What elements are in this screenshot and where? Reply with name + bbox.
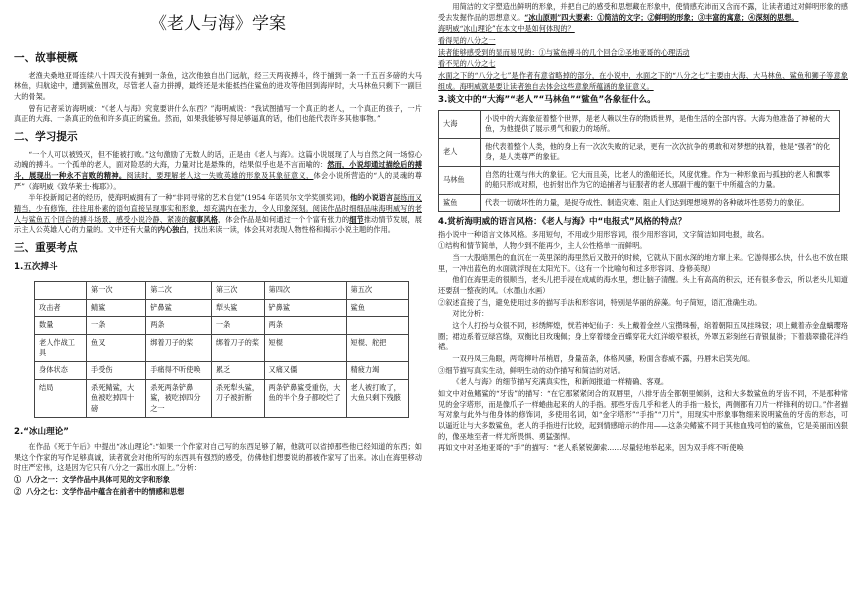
- table-header-row: [35, 282, 409, 299]
- table-header-cell: 第一次: [87, 282, 146, 299]
- table-cell: 短棍: [264, 334, 346, 362]
- hidden-seven-eighths-detail: 水面之下的“八分之七”是作者有意省略掉的部分，在小说中，水面之下的“八分之七”主要由大海、大马林鱼、鲨鱼和狮子等意象组成。海明威就是要让读者独自去体会这些意象所蕴涵的象征意义。: [438, 70, 848, 91]
- table-cell: 数量: [35, 317, 87, 334]
- symbol-table: [438, 110, 840, 212]
- tips-text: 半年投新闻记者的经历，使海明威拥有了一种“非同寻常的艺术自觉”(1954 年诺贝尔文学奖颁奖词)，: [28, 193, 350, 203]
- section-heading-points: 三、重要考点: [14, 241, 78, 254]
- table-cell: 累乏: [211, 362, 264, 379]
- table-cell: 鱼叉: [87, 334, 146, 362]
- table-cell: 两条: [264, 317, 346, 334]
- fight-table: [34, 281, 409, 418]
- style-paragraph: 如文中对鱼鳍鲨的“牙齿”的描写：“在它那紧紧闭合的双唇里，八排牙齿全都朝里倾斜，这和大多数鲨鱼的牙齿不同，不是那种常见的金字塔形，而是像爪子一样蜷曲起来的人的手指。那些牙齿几乎和老人的手指一般长，两侧都有刀片一样锋利的切口。”作者描写对象与此外与他身体的修饰词，多使用名词，如“金字塔形”“手指”“刀片”，用现实中形象事物细来说明鲨鱼的牙齿的形态，可以逼近让与大多数鲨鱼，老人的手指进行比较，起到情感暗示的作用——这条尖鳍鲨不同于其他血残可怕的鲨鱼，它是美丽而凶狠的，像巫地至者一样尤所畏惧、勇猛强悍。: [438, 388, 848, 441]
- ice-heading: 2.“冰山理论”: [14, 427, 69, 438]
- tips-bold-text: 内心独白: [157, 225, 187, 235]
- section-heading-tips: 二、学习提示: [14, 130, 78, 143]
- tips-text: “一个人可以被毁灭，但不能被打败。”这句激励了无数人的话，正是由《老人与海》。这篇小说展现了人与自然之间一场惊心动魄的搏斗。一个孤单的老人，面对险恶的大海，力量对比是悬殊的，结果似乎也是不言而喻的：: [14, 149, 422, 170]
- tips-paragraph-2: [14, 193, 422, 236]
- table-cell: 鲭鲨: [87, 299, 146, 316]
- table-cell: 老人作战工具: [35, 334, 87, 362]
- table-cell: 他代表着整个人类，他的身上有一次次失败的记录，更有一次次抗争的勇敢和对梦想的执着，他是“强者”的化身，是人类尊严的象征。: [481, 138, 840, 166]
- table-cell: 身体状态: [35, 362, 87, 379]
- table-row: [35, 379, 409, 417]
- tips-bold-text: 他的小说语言: [349, 193, 394, 203]
- table-cell: 精疲力竭: [346, 362, 408, 379]
- tips-underlined-text: 然而，小说却通过描绘后的搏斗，展现出一种永不言败的精神。: [14, 160, 422, 180]
- tips-text: 体会小说所营造的“人的灵魂的尊严”（海明威《致华莱士·梅耶》）。: [14, 170, 422, 191]
- tips-text: ，找出来读一读，体会其对表现人物性格和揭示小说主题的作用。: [186, 225, 395, 235]
- table-header-cell: 第四次: [264, 282, 346, 299]
- table-row: [35, 362, 409, 379]
- style-paragraph: 指小说中一种语言文体风格。多用短句，不用或少用形容词，很少用形容词，文字简洁如同电报，故名。: [438, 229, 769, 239]
- tips-underlined-text: 阅读作品时细细品味海明威写的老人与鲨鱼五个回合的搏斗场景，感受小说冷静、紧凑的: [14, 203, 422, 224]
- table-cell: 大海: [439, 110, 481, 138]
- table-cell: 杀死鲭鲨，大鱼被吃掉四十磅: [87, 379, 146, 417]
- question-line: 海明威“冰山理论”在本文中是如何体现的？: [438, 24, 575, 34]
- table-cell: 绑着刀子的桨: [146, 334, 212, 362]
- table-cell: 手痛得不听使唤: [146, 362, 212, 379]
- table-cell: 两条铲鼻鲨受重伤，大鱼的半个身子都咬烂了: [264, 379, 346, 417]
- table-cell: 自然的壮观与伟大的象征。它大而且美，比老人的渔船还长，风度优雅。作为一种形象而与孤独的老人和飘零的船只形成对照，也折射出作为它的追捕者与征服者的老人那副干瘦的躯干中所蕴含的力量。: [481, 166, 840, 194]
- iceberg-paragraph: [438, 2, 848, 23]
- ice-list-text: 八分之一：文学作品中具体可见的文字和形象: [26, 474, 170, 484]
- ice-paragraph: 在作品《死于午后》中提出“冰山理论”:“如果一个作家对自己写的东西足够了解，他就可以省掉那些他已经知道的东西；如果这个作家的写作足够真诚，读者就会对他所写的东西具有强烈的感受，仿佛他们想要说的都被作家写了出来。冰山在海里移动时庄严宏伟，这是因为它只有八分之一露出水面上。”分析：: [14, 441, 422, 473]
- fight-heading: 1.五次搏斗: [14, 261, 58, 272]
- table-cell: 老人被打败了，大鱼只剩下残骸: [346, 379, 408, 417]
- table-cell: 又痛又僵: [264, 362, 346, 379]
- summary-paragraph-1: 老渔夫桑地亚哥连续八十四天没有捕到一条鱼，这次他独自出门远航，经三天两夜搏斗，终于捕到一条一千五百多磅的大马林鱼，归航途中，遭到鲨鱼围攻，尽管老人奋力拼搏，最终还是未能抵挡住鲨鱼的进攻等他回到海岸时，大马林鱼只剩下一副巨大的骨架。: [14, 70, 422, 101]
- visible-eighth-detail: 读者能够感受到的显而易见的：①与鲨鱼搏斗的几个回合②圣地亚哥的心理活动: [438, 47, 690, 57]
- right-column: [438, 2, 848, 455]
- ice-list-item: [14, 475, 422, 486]
- table-cell: 杀死犁头鲨，刀子被折断: [211, 379, 264, 417]
- table-cell: [346, 317, 408, 334]
- table-cell: 铲鼻鲨: [264, 299, 346, 316]
- tips-bold-text: 叙事风格: [188, 214, 219, 224]
- section-heading-summary: 一、故事梗概: [14, 52, 78, 64]
- style-paragraph: 他们在海里走的很顺当，老头儿把手浸在成咸的海水里，想让脑子清醒。头上有高高的积云，还有很多卷云，所以老头儿知道还要刮一整夜的风。（水墨山水画）: [438, 275, 848, 296]
- style-paragraph: ③细节描写真实生动，鲜明生动的动作描写和简洁的对话。: [438, 365, 625, 375]
- table-row: [35, 334, 409, 362]
- left-column: [14, 0, 422, 498]
- style-paragraph: 再如文中对圣地亚哥的“手”的描写：“老人系紧锐御索……尽量轻地举起来，因为双手疼不听使唤: [438, 443, 744, 453]
- tips-underlined-text: 阅读时，要理解老人这一失败英雄的形象及其象征意义，: [126, 170, 314, 180]
- table-cell: 手受伤: [87, 362, 146, 379]
- tips-bold-text: 细节: [349, 214, 364, 224]
- table-row: [439, 166, 840, 194]
- table-row: [439, 110, 840, 138]
- table-cell: 小说中的大海象征着整个世界，是老人赖以生存的物质世界，是他生活的全部内容。大海为他准备了神秘的大鱼，为他提供了展示勇气和毅力的场所。: [481, 110, 840, 138]
- tips-text: 推动情节发展，展示主人公英雄人心的力量的。文中还有大量的: [14, 214, 422, 235]
- table-cell: 鲨鱼: [439, 194, 481, 211]
- table-header-cell: [35, 282, 87, 299]
- table-cell: 攻击者: [35, 299, 87, 316]
- style-paragraph: 这个人打扮与众很不同，衫绣辉煌，恍若神妃仙子：头上戴着金丝八宝攒珠髻，绾着朝阳五凤挂珠钗；项上戴着赤金盘螭璎珞圈；裙边系着豆绿宫绦，双衡比目玫瑰佩；身上穿着缕金百蝶穿花大红洋缎窄裉袄，外罩五彩刻丝石青银鼠褂；下着翡翠撒花洋绉裙。: [438, 321, 848, 352]
- table-header-cell: 第三次: [211, 282, 264, 299]
- table-row: [439, 194, 840, 211]
- page-title: 《老人与海》学案: [150, 14, 286, 34]
- hidden-seven-eighths-line: 看不见的八分之七: [438, 59, 496, 69]
- style-paragraph: ①结构和情节简单，人物少到不能再少，主人公性格单一而鲜明。: [438, 241, 647, 251]
- table-cell: 鲨鱼: [346, 299, 408, 316]
- tips-paragraph-1: [14, 150, 422, 193]
- table-cell: 杀死两条铲鼻鲨，被吃掉四分之一: [146, 379, 212, 417]
- style-paragraph: 对比分析：: [452, 309, 489, 319]
- table-header-cell: 第二次: [146, 282, 212, 299]
- style-paragraph: 一双丹凤三角眼，两弯柳叶吊梢眉，身量苗条，体格风骚，粉面含春威不露，丹唇未启笑先闻。: [452, 353, 755, 363]
- ice-list-marker: ②: [14, 486, 22, 496]
- table-cell: 一条: [87, 317, 146, 334]
- table-cell: 马林鱼: [439, 166, 481, 194]
- table-cell: 铲鼻鲨: [146, 299, 212, 316]
- iceberg-text: 用简洁的文字塑造出鲜明的形象，并把自己的感受和思想藏在形象中，使情感充沛而又含而不露，让读者通过对鲜明形象的感受去发掘作品的思想意义。: [438, 2, 848, 22]
- table-cell: 绑着刀子的桨: [211, 334, 264, 362]
- table-header-cell: 第五次: [346, 282, 408, 299]
- style-paragraph: 《老人与海》的细节描写充满真实性，和新闻报道一样精确、客观。: [452, 377, 669, 387]
- tips-text: ，体会作品是如何通过一个个富有张力的: [218, 214, 350, 224]
- style-heading: 4.赏析海明威的语言风格：《老人与海》中“电报式”风格的特点？: [438, 217, 687, 228]
- table-cell: 代表一切破坏性的力量，是捉夺成性、制造灾难、阻止人们达到理想境界的各种破坏性恶势力的象征。: [481, 194, 840, 211]
- ice-list-item: [14, 487, 422, 498]
- ice-list-text: 八分之七：文学作品中蕴含在前者中的情感和思想: [26, 486, 185, 496]
- table-cell: 结局: [35, 379, 87, 417]
- iceberg-elements-text: “冰山原则”四大要素：①简洁的文字；②鲜明的形象；③丰富的寓意；④深刻的思想。: [524, 12, 799, 22]
- table-row: [35, 299, 409, 316]
- symbol-heading: 3.谈文中的“大海”“老人”“马林鱼”“鲨鱼”各象征什么。: [438, 95, 656, 106]
- table-cell: 一条: [211, 317, 264, 334]
- table-row: [35, 317, 409, 334]
- table-cell: 短棍、舵把: [346, 334, 408, 362]
- ice-list-marker: ①: [14, 474, 22, 484]
- table-cell: 犁头鲨: [211, 299, 264, 316]
- table-cell: 两条: [146, 317, 212, 334]
- style-paragraph: 当一大股暗黑色的血沉在一英里深的海里然后又散开的时候，它就从下面水深的地方窜上来。它游得那么快，什么也不放在眼里，一冲出蓝色的水面就浮现在太阳光下。（这有一个比喻句和过多形容词、身修美现）: [438, 253, 848, 273]
- table-row: [439, 138, 840, 166]
- summary-paragraph-2: 曾有记者采访海明威：“《老人与海》究竟要讲什么东西？”海明威说：“我试图描写一个真正的老人，一个真正的孩子，一片真正的大海、一条真正的鱼和许多真正的鲨鱼。然而，如果我能够写得足够逼真的话，他们也能代表许多其他事物。”: [14, 103, 422, 124]
- tips-underlined-text: 凝练而又精当，少有修饰，往往用朴素的语句直接呈现事实和形象，却充满内在张力，令人印象深刻。: [14, 193, 422, 213]
- style-paragraph: ②叙述直接了当，避免使用过多的描写手法和形容词，特别是华丽的辞藻。句子简短，语汇准确生动。: [438, 297, 762, 307]
- table-cell: 老人: [439, 138, 481, 166]
- visible-eighth-line: 看得见的八分之一: [438, 35, 496, 45]
